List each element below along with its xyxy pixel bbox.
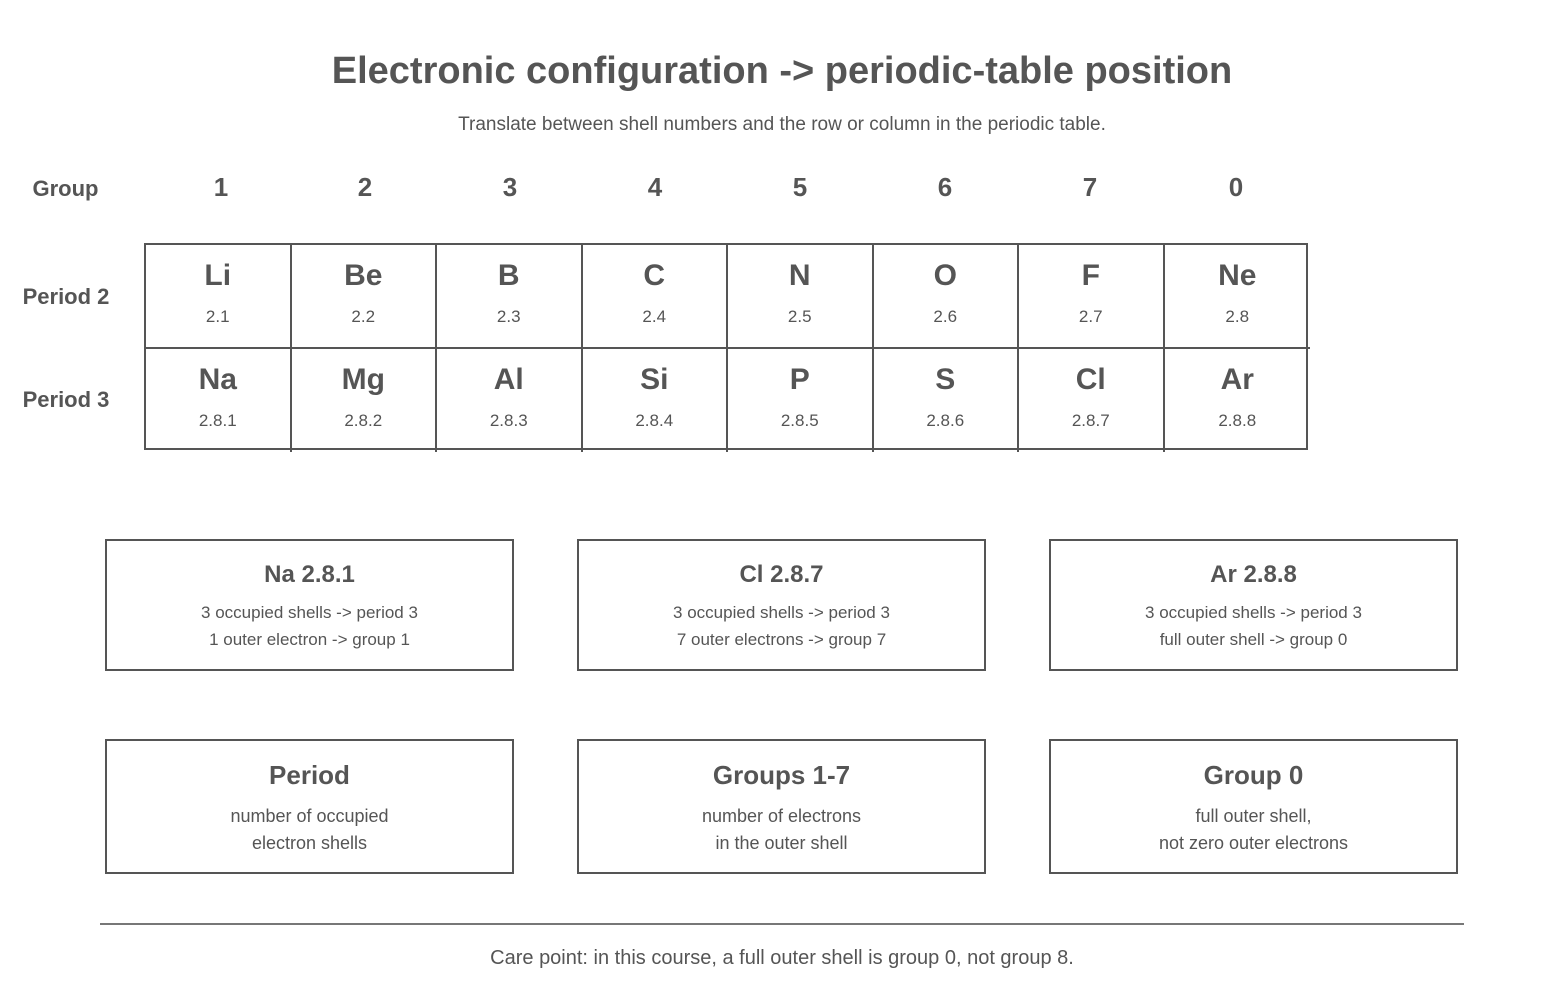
element-symbol: F [1081, 259, 1100, 292]
group-number: 0 [1228, 172, 1244, 202]
period-label: Period 3 [22, 387, 110, 412]
element-config: 2.8 [1225, 307, 1250, 326]
element-symbol: Ne [1218, 259, 1257, 292]
element-cell-cl [1019, 349, 1165, 453]
element-config: 2.6 [933, 307, 958, 326]
footer-divider [100, 923, 1464, 925]
example-line: 3 occupied shells -> period 3 [673, 603, 890, 622]
element-config: 2.8.1 [198, 410, 237, 430]
rule-line: number of electrons [701, 806, 862, 826]
element-cell-c [583, 245, 729, 349]
element-config: 2.8.4 [635, 410, 674, 430]
rule-heading: Period [269, 760, 350, 790]
element-cell-b [437, 245, 583, 349]
element-config: 2.5 [787, 307, 812, 326]
element-cell-na [146, 349, 292, 453]
element-cell-be [292, 245, 438, 349]
period-label: Period 2 [22, 284, 110, 309]
example-line: 7 outer electrons -> group 7 [676, 630, 887, 649]
element-config: 2.3 [496, 307, 521, 326]
element-symbol: Si [640, 362, 669, 396]
element-symbol: Li [204, 259, 232, 292]
group-header-label: Group [32, 176, 99, 201]
element-symbol: Mg [341, 362, 385, 396]
element-symbol: Al [493, 362, 524, 396]
rule-box-period [105, 739, 514, 874]
group-number: 6 [937, 172, 953, 202]
element-symbol: N [788, 259, 811, 292]
rule-line: electron shells [251, 833, 368, 853]
rule-box-group-0 [1049, 739, 1458, 874]
example-line: 3 occupied shells -> period 3 [1145, 603, 1362, 622]
element-config: 2.8.2 [344, 410, 383, 430]
element-cell-s [874, 349, 1020, 453]
element-symbol: C [643, 259, 666, 292]
rule-box-groups-1-7 [577, 739, 986, 874]
element-cell-p [728, 349, 874, 453]
group-number: 3 [502, 172, 518, 202]
example-line: 1 outer electron -> group 1 [209, 630, 410, 649]
element-symbol: S [935, 362, 956, 396]
element-symbol: Na [198, 362, 237, 396]
example-heading: Ar 2.8.8 [1210, 561, 1297, 588]
example-heading: Cl 2.8.7 [739, 561, 824, 588]
element-symbol: Be [344, 259, 383, 292]
element-symbol: Cl [1075, 362, 1106, 396]
example-line: 3 occupied shells -> period 3 [201, 603, 418, 622]
group-number: 1 [213, 172, 229, 202]
page-title: Electronic configuration -> periodic-table position [331, 50, 1233, 92]
group-number: 7 [1082, 172, 1098, 202]
rule-line: not zero outer electrons [1158, 833, 1349, 853]
group-number: 5 [792, 172, 808, 202]
example-box-ar [1049, 539, 1458, 671]
rule-line: number of occupied [230, 806, 389, 826]
element-cell-o [874, 245, 1020, 349]
element-symbol: O [933, 259, 957, 292]
periodic-table-grid [144, 243, 1308, 450]
rule-heading: Group 0 [1203, 760, 1304, 790]
element-config: 2.8.6 [926, 410, 965, 430]
element-cell-ar [1165, 349, 1311, 453]
element-symbol: Ar [1220, 362, 1254, 396]
element-cell-al [437, 349, 583, 453]
element-cell-li [146, 245, 292, 349]
example-box-cl [577, 539, 986, 671]
element-config: 2.8.3 [489, 410, 528, 430]
care-point-note: Care point: in this course, a full outer shell is group 0, not group 8. [490, 947, 1074, 969]
element-config: 2.4 [642, 307, 667, 326]
rule-line: full outer shell, [1195, 806, 1312, 826]
example-heading: Na 2.8.1 [264, 561, 355, 588]
element-cell-ne [1165, 245, 1311, 349]
element-config: 2.2 [351, 307, 376, 326]
element-symbol: B [497, 259, 520, 292]
element-cell-si [583, 349, 729, 453]
group-number: 4 [647, 172, 663, 202]
element-config: 2.8.8 [1218, 410, 1257, 430]
group-number: 2 [357, 172, 373, 202]
example-box-na [105, 539, 514, 671]
element-config: 2.8.5 [780, 410, 819, 430]
rule-heading: Groups 1-7 [712, 760, 851, 790]
example-line: full outer shell -> group 0 [1159, 630, 1348, 649]
rule-line: in the outer shell [715, 833, 848, 853]
element-config: 2.1 [205, 307, 230, 326]
page-subtitle: Translate between shell numbers and the row or column in the periodic table. [458, 114, 1106, 135]
element-cell-f [1019, 245, 1165, 349]
element-config: 2.8.7 [1071, 410, 1110, 430]
element-symbol: P [789, 362, 810, 396]
element-cell-n [728, 245, 874, 349]
element-config: 2.7 [1078, 307, 1103, 326]
element-cell-mg [292, 349, 438, 453]
